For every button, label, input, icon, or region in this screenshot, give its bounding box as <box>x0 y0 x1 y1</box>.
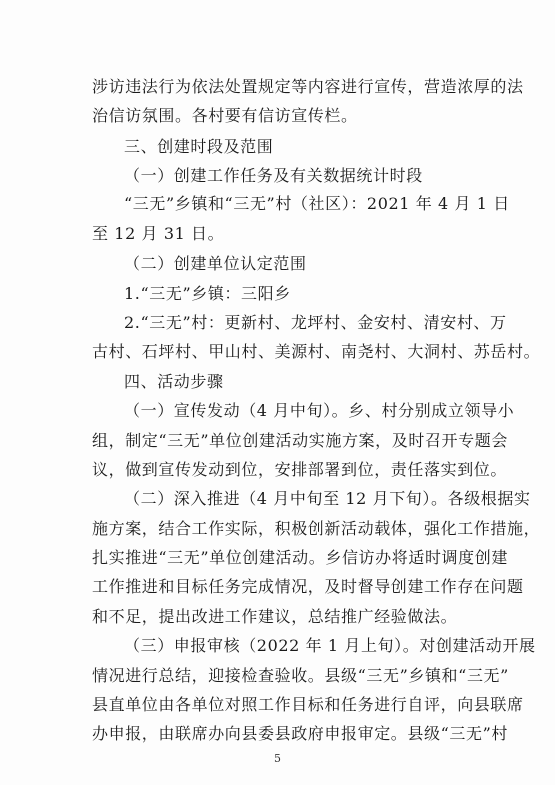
paragraph-line: （二）深入推进（4 月中旬至 12 月下旬）。各级根据实 <box>124 489 531 508</box>
subsection-heading: （二）创建单位认定范围 <box>124 254 307 273</box>
paragraph-line: 治信访氛围。各村要有信访宣传栏。 <box>92 106 358 125</box>
paragraph-line: 办申报，由联席办向县委县政府申报审定。县级“三无”村 <box>92 724 508 743</box>
section-heading: 四、活动步骤 <box>124 372 224 391</box>
paragraph-line: （一）宣传发动（4 月中旬）。乡、村分别成立领导小 <box>124 401 515 420</box>
paragraph-line: 议，做到宣传发动到位，安排部署到位，责任落实到位。 <box>92 460 508 479</box>
subsection-heading: （一）创建工作任务及有关数据统计时段 <box>124 166 423 185</box>
paragraph-line: 县直单位由各单位对照工作目标和任务进行自评，向县联席 <box>92 695 524 714</box>
paragraph-line: “三无”乡镇和“三无”村（社区）：2021 年 4 月 1 日 <box>124 194 510 213</box>
paragraph-line: 和不足，提出改进工作建议，总结推广经验做法。 <box>92 607 458 626</box>
section-heading: 三、创建时段及范围 <box>124 137 274 156</box>
paragraph-line: 施方案，结合工作实际，积极创新活动载体，强化工作措施， <box>92 519 541 538</box>
paragraph-line: 古村、石坪村、甲山村、美源村、南尧村、大洞村、苏岳村。 <box>92 342 541 361</box>
paragraph-line: 情况进行总结，迎接检查验收。县级“三无”乡镇和“三无” <box>92 666 509 685</box>
paragraph-line: 工作推进和目标任务完成情况，及时督导创建工作存在问题 <box>92 577 524 596</box>
list-item: 1.“三无”乡镇：三阳乡 <box>124 284 291 303</box>
paragraph-line: 组，制定“三无”单位创建活动实施方案，及时召开专题会 <box>92 431 508 450</box>
paragraph-line: 至 12 月 31 日。 <box>92 224 225 243</box>
list-item: 2.“三无”村：更新村、龙坪村、金安村、清安村、万 <box>124 313 507 332</box>
page-number: 5 <box>274 752 281 765</box>
paragraph-line: （三）申报审核（2022 年 1 月上旬）。对创建活动开展 <box>124 636 536 655</box>
paragraph-line: 扎实推进“三无”单位创建活动。乡信访办将适时调度创建 <box>92 548 508 567</box>
paragraph-line: 涉访违法行为依法处置规定等内容进行宣传，营造浓厚的法 <box>92 77 524 96</box>
